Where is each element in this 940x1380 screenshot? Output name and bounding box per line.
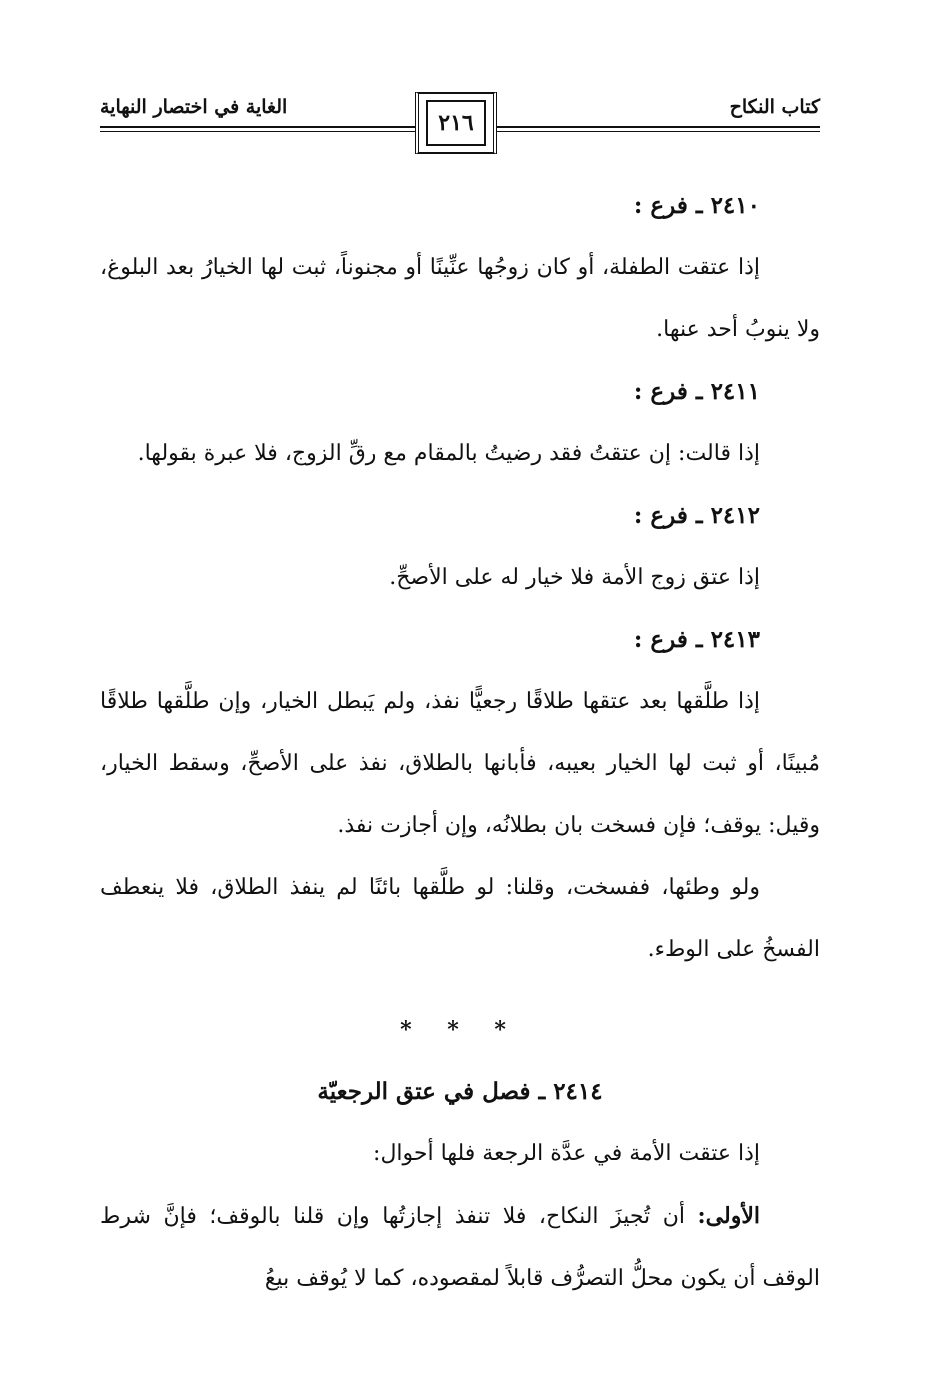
first-case-text: أن تُجيزَ النكاح، فلا تنفذ إجازتُها وإن قلنا بالوقف؛ فإنَّ شرط الوقف أن يكون محلُّ التصرُّف قابلاً لمقصوده، كما لا يُوقف بيعُ [100, 1204, 820, 1291]
branch-text-2411: إذا قالت: إن عتقتُ فقد رضيتُ بالمقام مع رقِّ الزوج، فلا عبرة بقولها. [137, 441, 760, 466]
section-heading-2414: ٢٤١٤ ـ فصل في عتق الرجعيّة [317, 1078, 603, 1105]
branch-heading-2410: ٢٤١٠ ـ فرع : [633, 192, 760, 219]
first-case-lead: الأولى: [697, 1203, 760, 1229]
branch-text-2410: إذا عتقت الطفلة، أو كان زوجُها عنِّينًا أو مجنوناً، ثبت لها الخيارُ بعد البلوغ، ولا ينوبُ أحد عنها. [100, 255, 820, 342]
page-body [100, 175, 820, 1310]
branch-text-2412: إذا عتق زوج الأمة فلا خيار له على الأصحِّ. [389, 565, 760, 590]
book-title: الغاية في اختصار النهاية [100, 96, 288, 118]
section-intro-2414: إذا عتقت الأمة في عدَّة الرجعة فلها أحوال: [373, 1141, 760, 1166]
page-header [100, 92, 820, 162]
page-number-frame [415, 92, 497, 154]
page-number: ٢١٦ [426, 100, 486, 146]
branch-text-2413-b: ولو وطئها، ففسخت، وقلنا: لو طلَّقها بائنًا لم ينفذ الطلاق، فلا ينعطف الفسخُ على الوطء. [100, 875, 820, 962]
branch-heading-2413: ٢٤١٣ ـ فرع : [633, 626, 760, 653]
branch-heading-2411: ٢٤١١ ـ فرع : [633, 378, 760, 405]
book-chapter-title: كتاب النكاح [729, 96, 820, 118]
branch-text-2413-a: إذا طلَّقها بعد عتقها طلاقًا رجعيًّا نفذ، ولم يَبطل الخيار، وإن طلَّقها طلاقًا مُبينًا، أو ثبت لها الخيار بعيبه، فأبانها بالطلاق، نفذ على الأصحِّ، وسقط الخيار، وقيل: يوقف؛ فإن فسخت بان بطلانُه، وإن أجازت نفذ. [100, 689, 820, 838]
branch-heading-2412: ٢٤١٢ ـ فرع : [633, 502, 760, 529]
section-separator: * * * [400, 1017, 520, 1043]
section-first-case [100, 1185, 820, 1310]
